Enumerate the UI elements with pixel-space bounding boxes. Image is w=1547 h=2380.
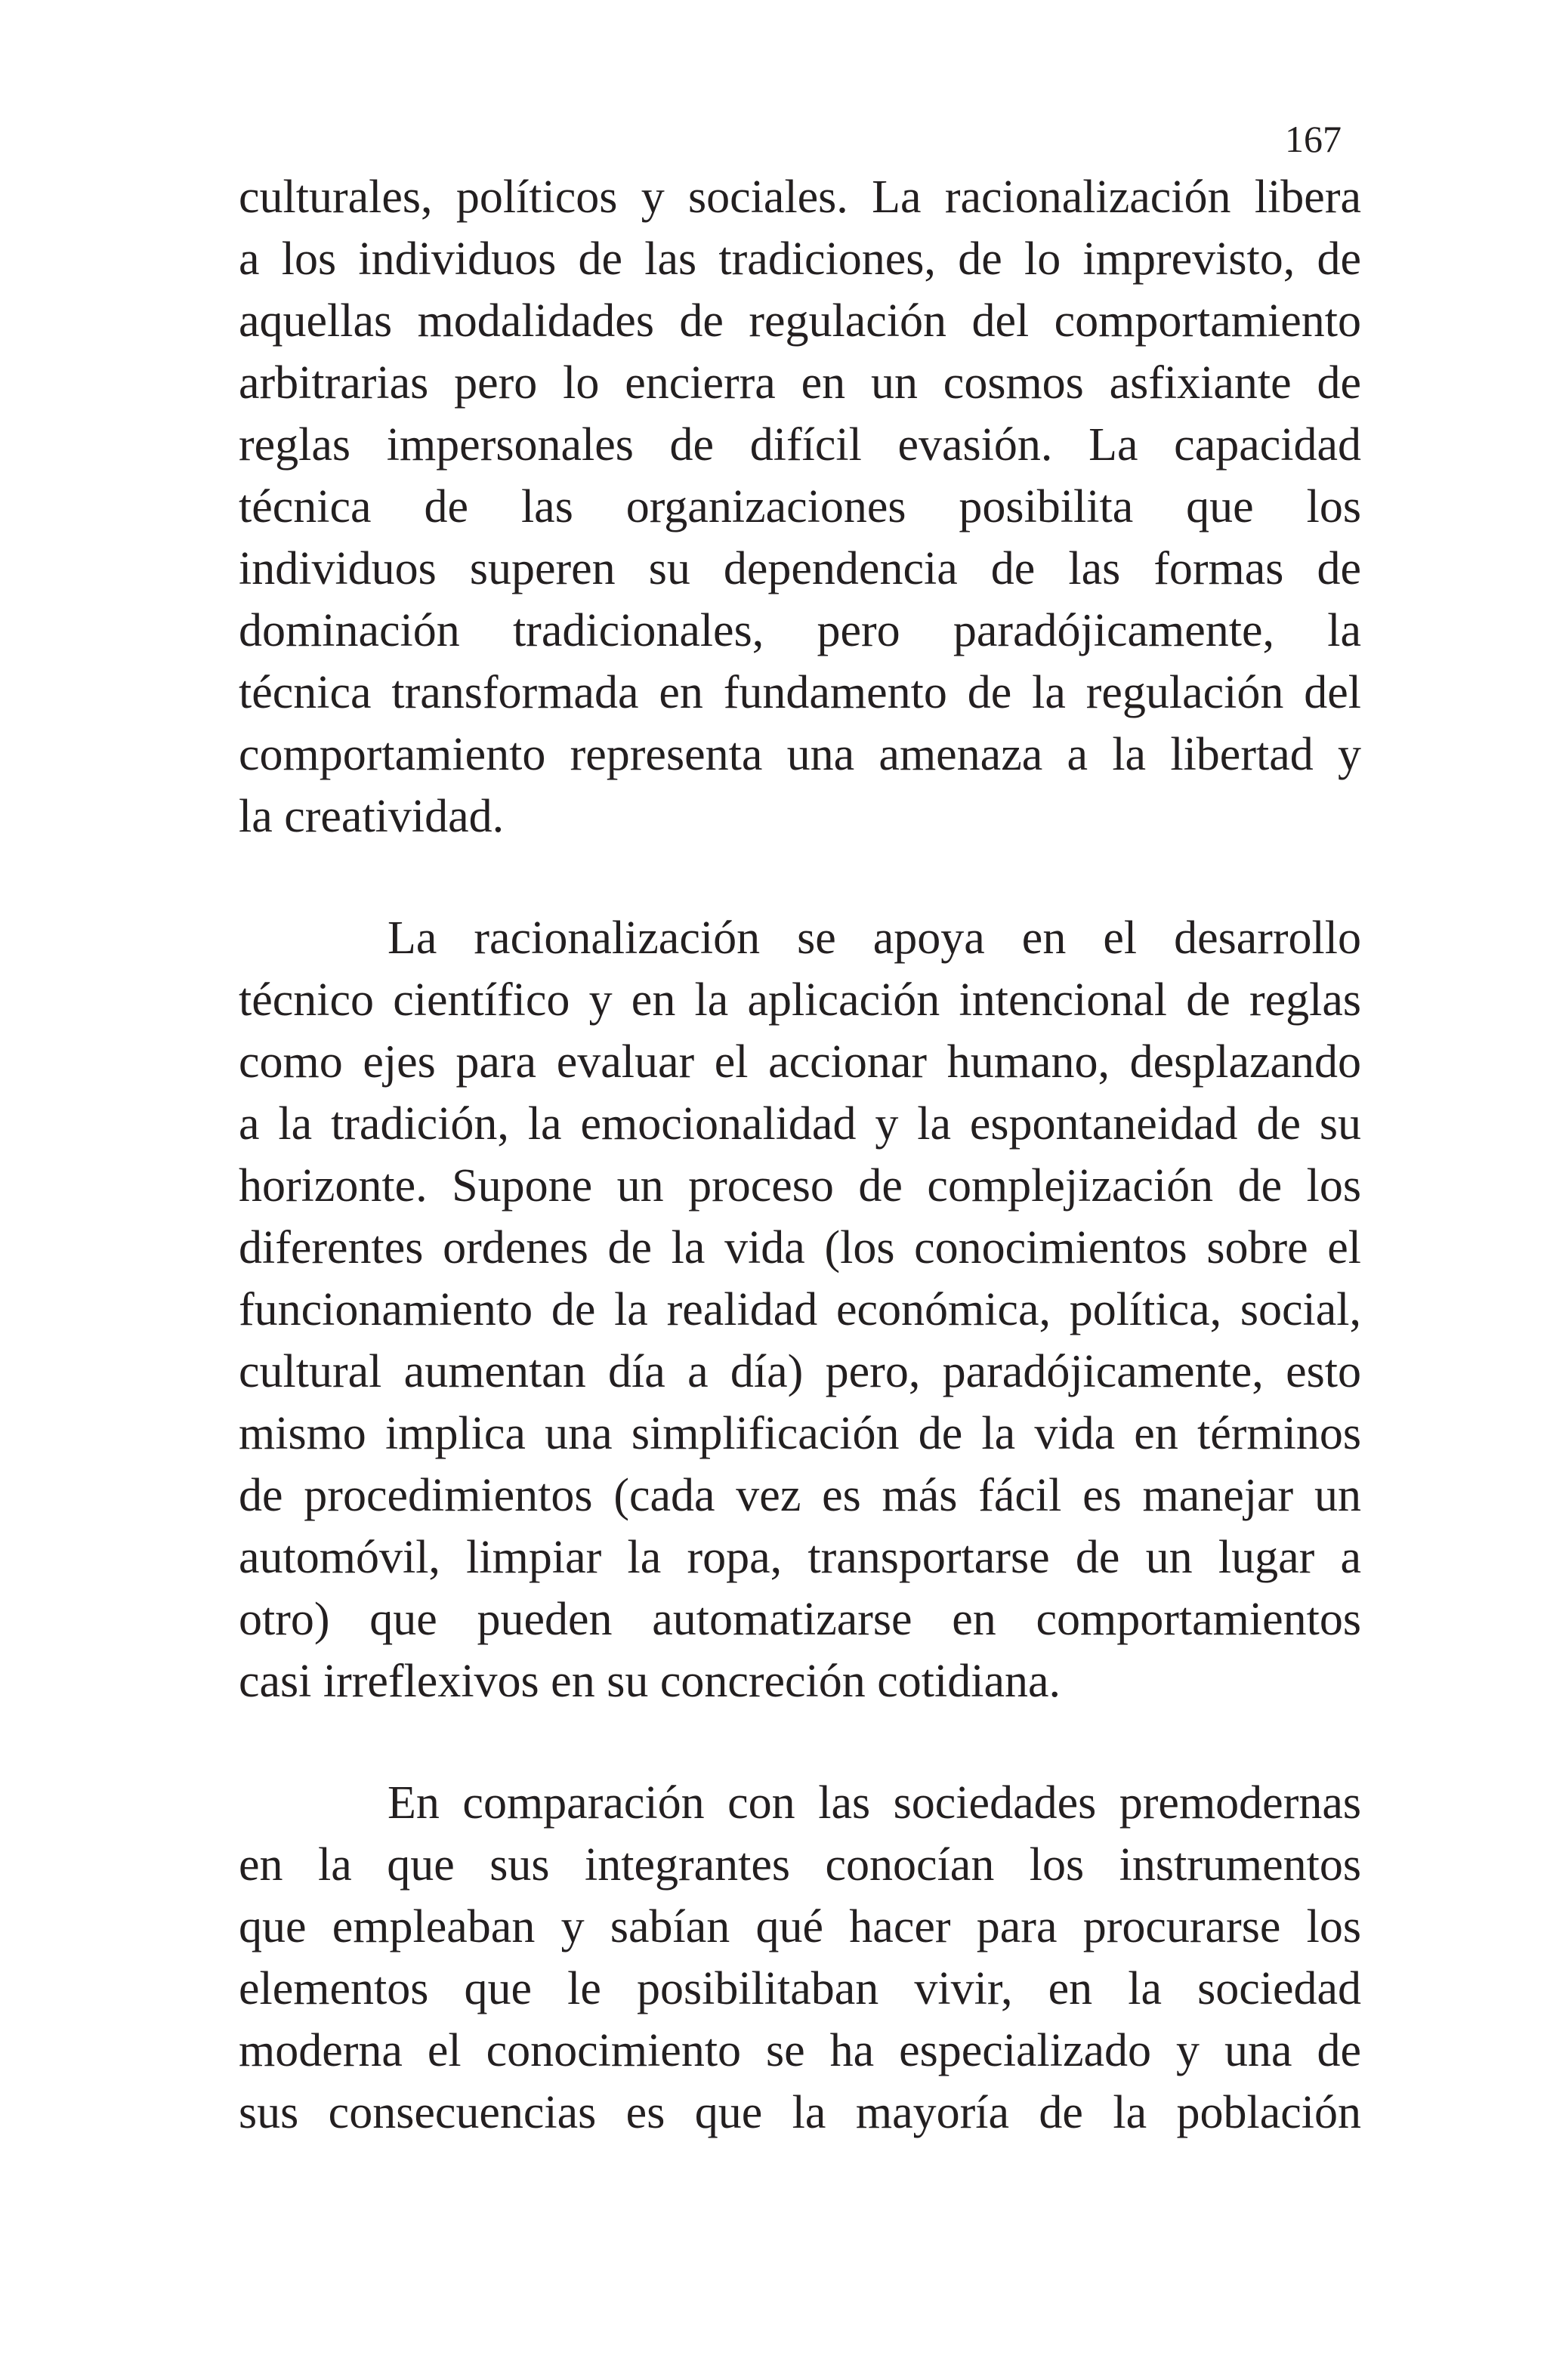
text-line: aquellas modalidades de regulación del comportamiento xyxy=(239,295,1361,347)
text-line: sus consecuencias es que la mayoría de la población xyxy=(239,2087,1361,2138)
text-line: como ejes para evaluar el accionar humano, desplazando xyxy=(239,1036,1361,1088)
page-number: 167 xyxy=(1285,118,1342,160)
text-line: de procedimientos (cada vez es más fácil es manejar un xyxy=(239,1470,1361,1521)
text-line: comportamiento representa una amenaza a la libertad y xyxy=(239,729,1361,780)
text-line: a la tradición, la emocionalidad y la espontaneidad de su xyxy=(239,1098,1361,1150)
text-line: moderna el conocimiento se ha especializado y una de xyxy=(239,2025,1361,2076)
text-line: arbitrarias pero lo encierra en un cosmos asfixiante de xyxy=(239,357,1361,409)
text-line: en la que sus integrantes conocían los instrumentos xyxy=(239,1839,1361,1891)
text-line: a los individuos de las tradiciones, de lo imprevisto, de xyxy=(239,233,1361,285)
text-line: técnica transformada en fundamento de la regulación del xyxy=(239,667,1361,718)
text-line: reglas impersonales de difícil evasión. La capacidad xyxy=(239,419,1361,471)
text-line: automóvil, limpiar la ropa, transportarse de un lugar a xyxy=(239,1532,1361,1583)
text-line: otro) que pueden automatizarse en comportamientos xyxy=(239,1594,1361,1645)
text-line: la creatividad. xyxy=(239,791,505,842)
text-line: técnico científico y en la aplicación intencional de reglas xyxy=(239,974,1361,1026)
text-line: cultural aumentan día a día) pero, paradójicamente, esto xyxy=(239,1346,1361,1397)
text-line: dominación tradicionales, pero paradójicamente, la xyxy=(239,605,1361,656)
text-line: elementos que le posibilitaban vivir, en la sociedad xyxy=(239,1963,1361,2014)
text-line: que empleaban y sabían qué hacer para procurarse los xyxy=(239,1901,1361,1952)
text-line: culturales, políticos y sociales. La racionalización libera xyxy=(239,171,1361,223)
text-line: La racionalización se apoya en el desarrollo xyxy=(388,912,1361,964)
text-line: diferentes ordenes de la vida (los conocimientos sobre el xyxy=(239,1222,1361,1273)
text-line: técnica de las organizaciones posibilita que los xyxy=(239,481,1361,532)
text-line: individuos superen su dependencia de las formas de xyxy=(239,543,1361,594)
text-line: En comparación con las sociedades premodernas xyxy=(388,1777,1361,1829)
text-line: mismo implica una simplificación de la vida en términos xyxy=(239,1408,1361,1459)
text-line: casi irreflexivos en su concreción cotidiana. xyxy=(239,1656,1061,1707)
text-line: funcionamiento de la realidad económica, política, social, xyxy=(239,1284,1361,1335)
text-line: horizonte. Supone un proceso de complejización de los xyxy=(239,1160,1361,1212)
